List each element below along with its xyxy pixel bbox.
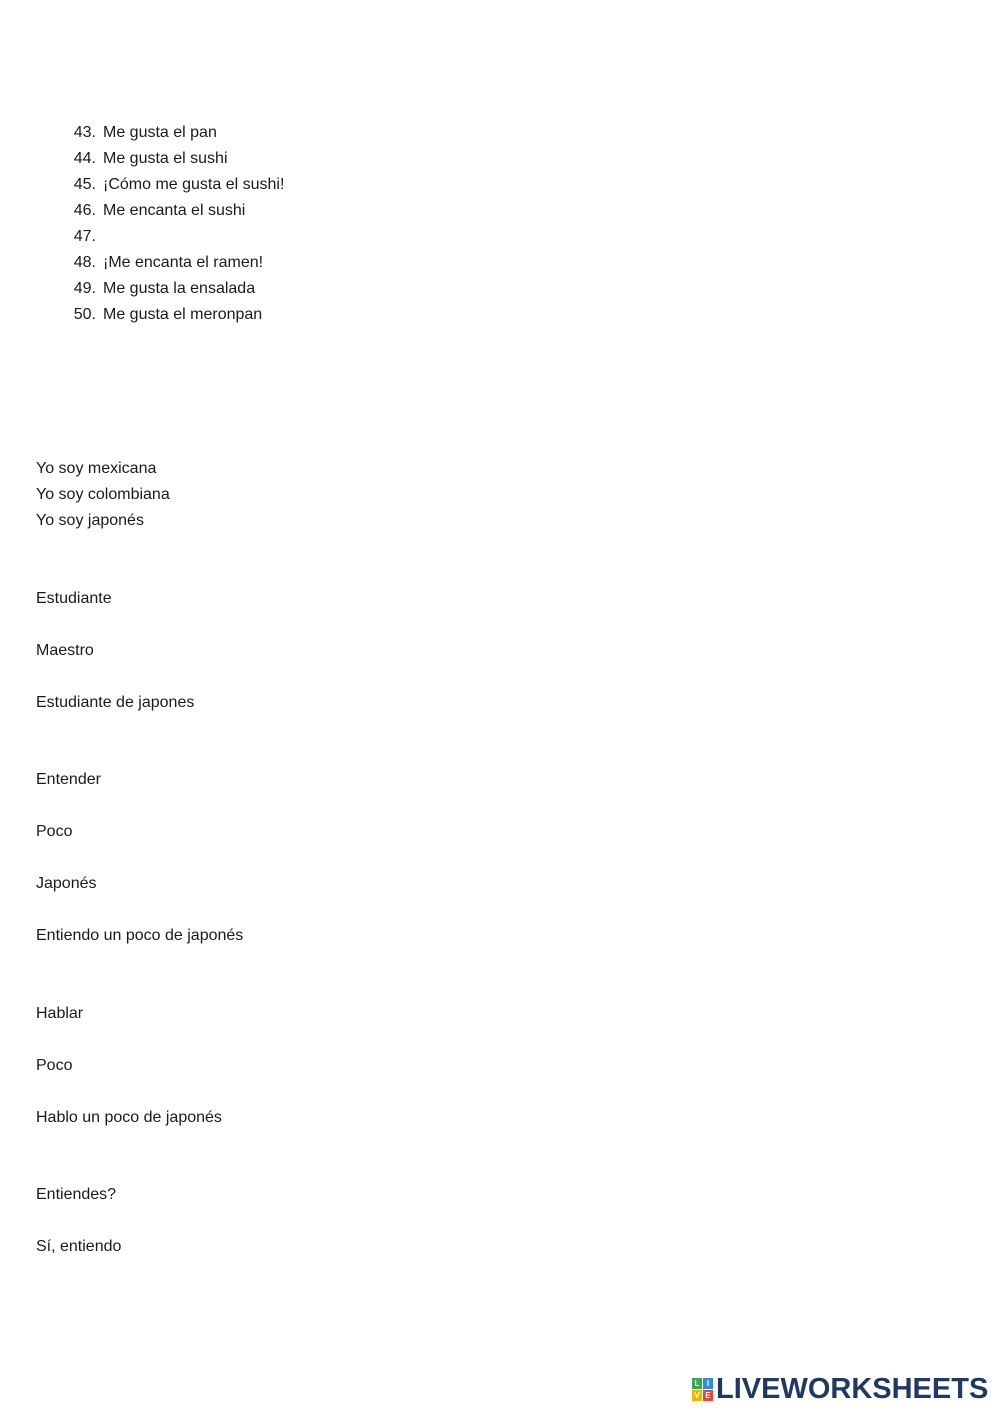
item-text: ¡Cómo me gusta el sushi! <box>103 176 285 193</box>
item-number: 50. <box>73 306 96 323</box>
list-item <box>62 120 284 146</box>
item-text: Me gusta la ensalada <box>103 280 256 297</box>
item-number: 43. <box>73 124 96 141</box>
question-line: Entiendes? <box>36 1186 117 1203</box>
list-item <box>62 172 284 198</box>
speak-line: Hablo un poco de japonés <box>36 1109 222 1126</box>
speak-line: Hablar <box>36 1005 84 1022</box>
understand-line: Japonés <box>36 875 97 892</box>
logo-mark-icon <box>692 1378 713 1401</box>
logo-tile: E <box>703 1390 713 1401</box>
liveworksheets-logo <box>692 1374 988 1404</box>
list-item <box>62 302 284 328</box>
understand-line: Entender <box>36 771 101 788</box>
logo-text: LIVEWORKSHEETS <box>716 1372 989 1405</box>
list-item <box>62 250 284 276</box>
nationality-line: Yo soy colombiana <box>36 486 170 503</box>
item-text: Me encanta el sushi <box>103 202 246 219</box>
logo-tile: I <box>703 1378 713 1389</box>
item-text: ¡Me encanta el ramen! <box>103 254 264 271</box>
item-text: Me gusta el pan <box>103 124 217 141</box>
list-item <box>62 146 284 172</box>
list-item <box>62 224 284 250</box>
item-text: Me gusta el sushi <box>103 150 228 167</box>
numbered-list <box>62 120 284 328</box>
role-line: Estudiante <box>36 590 112 607</box>
item-number: 48. <box>73 254 96 271</box>
logo-tile: V <box>692 1390 702 1401</box>
list-item <box>62 276 284 302</box>
list-item <box>62 198 284 224</box>
nationality-line: Yo soy mexicana <box>36 460 157 477</box>
understand-line: Poco <box>36 823 73 840</box>
item-number: 45. <box>73 176 96 193</box>
item-text: Me gusta el meronpan <box>103 306 263 323</box>
understand-line: Entiendo un poco de japonés <box>36 927 244 944</box>
role-line: Maestro <box>36 642 94 659</box>
speak-line: Poco <box>36 1057 73 1074</box>
role-line: Estudiante de japones <box>36 694 195 711</box>
answer-line: Sí, entiendo <box>36 1238 122 1255</box>
nationality-line: Yo soy japonés <box>36 512 144 529</box>
item-number: 49. <box>73 280 96 297</box>
item-number: 47. <box>73 228 96 245</box>
item-number: 44. <box>73 150 96 167</box>
item-number: 46. <box>73 202 96 219</box>
logo-tile: L <box>692 1378 702 1389</box>
